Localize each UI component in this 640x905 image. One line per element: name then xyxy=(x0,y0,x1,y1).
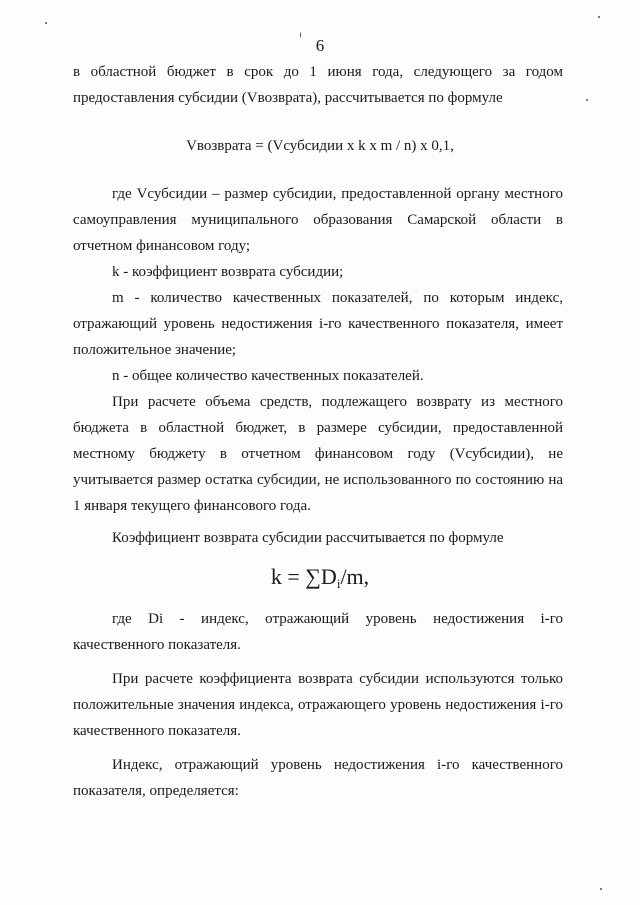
paragraph-n: n - общее количество качественных показателей. xyxy=(112,368,424,384)
paragraph-intro xyxy=(73,59,563,111)
paragraph-index: Индекс, отражающий уровень недостижения i-го качественного показателя, определяется: xyxy=(73,757,563,799)
paragraph-where-v: где Vсубсидии – размер субсидии, предоставленной органу местного самоуправления муниципального образования Самарской области в отчетном финансовом году; xyxy=(73,186,563,254)
scan-speck xyxy=(45,22,47,24)
definitions-block xyxy=(73,181,563,551)
formula-return-volume: Vвозврата = (Vсубсидии х k х m / n) х 0,1, xyxy=(186,138,454,154)
paragraph-calculation: При расчете объема средств, подлежащего возврату из местного бюджета в областной бюджет, в размере субсидии, предоставленной местному бюджету в отчетном финансовом году (Vсубсидии), не учитывается размер остатка субсидии, не использованного по состоянию на 1 января текущего финансового года. xyxy=(73,394,563,514)
formula-coefficient-rhs: /m, xyxy=(340,564,370,589)
scan-speck xyxy=(300,32,301,38)
page-number: 6 xyxy=(315,36,325,55)
formula-coefficient-subscript: i xyxy=(336,576,341,591)
paragraph-m: m - количество качественных показателей, по которым индекс, отражающий уровень недостижения i-го качественного показателя, имеет положительное значение; xyxy=(73,290,563,358)
paragraph-where-d: где Di - индекс, отражающий уровень недостижения i-го качественного показателя. xyxy=(73,611,563,653)
closing-block xyxy=(73,606,563,804)
formula-coefficient-lhs: k = ∑D xyxy=(270,564,337,589)
paragraph-coefficient: Коэффициент возврата субсидии рассчитывается по формуле xyxy=(112,530,504,546)
paragraph-k: k - коэффициент возврата субсидии; xyxy=(112,264,344,280)
scan-speck xyxy=(586,99,588,101)
scan-speck xyxy=(598,16,600,18)
paragraph-positive: При расчете коэффициента возврата субсидии используются только положительные значения индекса, отражающего уровень недостижения i-го качественного показателя. xyxy=(73,671,563,739)
scan-speck xyxy=(600,888,602,890)
formula-coefficient xyxy=(0,560,640,601)
paragraph-intro-text: в областной бюджет в срок до 1 июня года, следующего за годом предоставления субсидии (Vвозврата), рассчитывается по формуле xyxy=(73,64,563,106)
